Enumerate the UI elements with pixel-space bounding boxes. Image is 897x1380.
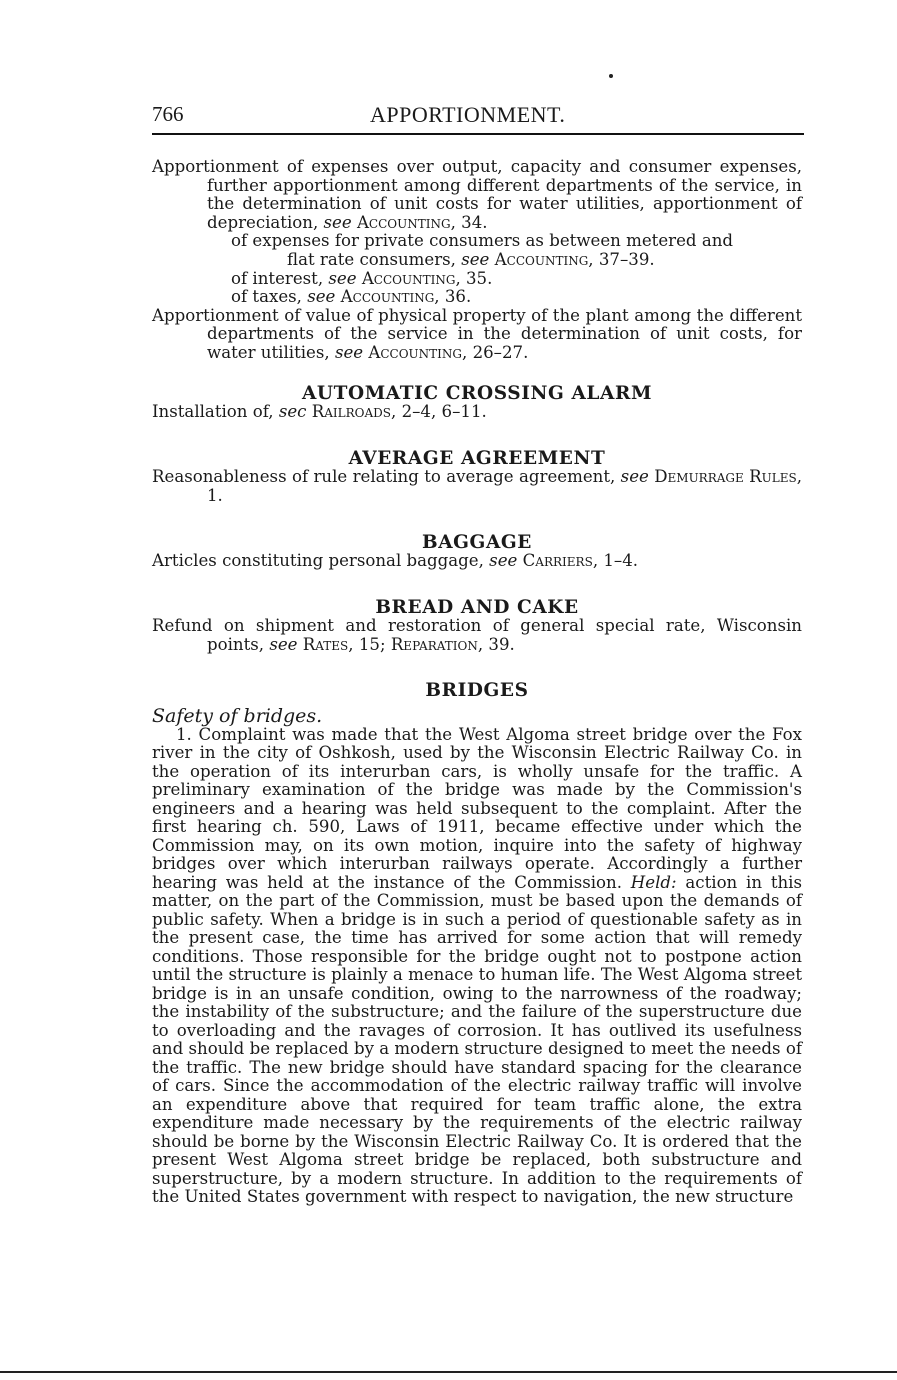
apportionment-sub-interest: of interest, see Accounting, 35. <box>231 268 493 288</box>
page-header <box>152 100 802 130</box>
apportionment-sub-consumers-cont: flat rate consumers, see Accounting, 37–39. <box>287 249 655 269</box>
bridges-paragraph-1: 1. Complaint was made that the West Algoma street bridge over the Fox river in the city of Oshkosh, used by the Wisconsin Electric Railway Co. in the operation of its interurban cars, is wholly unsafe for the traffic. A preliminary examination of the bridge was made by the Commission's engineers and a hearing was held subsequent to the complaint. After the first hearing ch. 590, Laws of 1911, became effective under which the Commission may, on its own motion, inquire into the safety of highway bridges over which interurban railways operate. Accordingly a further hearing was held at the instance of the Commission. Held: action in this matter, on the part of the Commission, must be based upon the demands of public safety. When a bridge is in such a period of questionable safety as in the present case, the time has arrived for some action that will remedy conditions. Those responsible for the bridge ought not to postpone action until the structure is plainly a menace to human life. The West Algoma street bridge is in an unsafe condition, owing to the narrowness of the roadway; the instability of the substructure; and the failure of the superstructure due to overloading and the ravages of corrosion. It has outlived its usefulness and should be replaced by a modern structure designed to meet the needs of the traffic. The new bridge should have standard spacing for the clearance of cars. Since the accommodation of the electric railway traffic will involve an expenditure above that required for team traffic alone, the extra expenditure made necessary by the requirements of the electric railway should be borne by the Wisconsin Electric Railway Co. It is ordered that the present West Algoma street bridge be replaced, both substructure and superstructure, by a modern structure. In addition to the requirements of the United States government with respect to navigation, the new structure <box>152 724 802 1207</box>
entry-average-agreement: Reasonableness of rule relating to average agreement, see Demurrage Rules, 1. <box>152 467 802 505</box>
ink-speck <box>609 74 613 78</box>
entry-automatic-crossing-alarm: Installation of, sec Railroads, 2–4, 6–11. <box>152 402 487 422</box>
subheading-safety-of-bridges: Safety of bridges. <box>152 705 323 728</box>
index-body <box>152 158 802 1207</box>
heading-average-agreement: AVERAGE AGREEMENT <box>348 447 606 469</box>
heading-baggage: BAGGAGE <box>421 531 533 553</box>
heading-bridges: BRIDGES <box>425 680 529 702</box>
page-number: 766 <box>152 102 184 126</box>
heading-automatic-crossing-alarm: AUTOMATIC CROSSING ALARM <box>301 382 653 404</box>
apportionment-sub-taxes: of taxes, see Accounting, 36. <box>231 287 472 307</box>
apportionment-sub-consumers: of expenses for private consumers as between metered and <box>231 231 734 251</box>
scan-bottom-edge <box>0 1371 897 1373</box>
apportionment-entry-value: Apportionment of value of physical property of the plant among the different departments of the service in the determination of unit costs, for water utilities, see Accounting, 26–27. <box>152 305 802 362</box>
header-rule <box>152 133 804 135</box>
entry-bread-and-cake: Refund on shipment and restoration of general special rate, Wisconsin points, see Rates, 15; Reparation, 39. <box>152 616 802 654</box>
apportionment-entry-expenses: Apportionment of expenses over output, capacity and consumer expenses, further apportionment among different departments of the service, in the determination of unit costs for water utilities, apportionment of depreciation, see Accounting, 34. <box>152 157 802 232</box>
running-title: APPORTIONMENT. <box>370 102 566 127</box>
heading-bread-and-cake: BREAD AND CAKE <box>375 596 579 618</box>
entry-baggage: Articles constituting personal baggage, see Carriers, 1–4. <box>152 551 639 571</box>
